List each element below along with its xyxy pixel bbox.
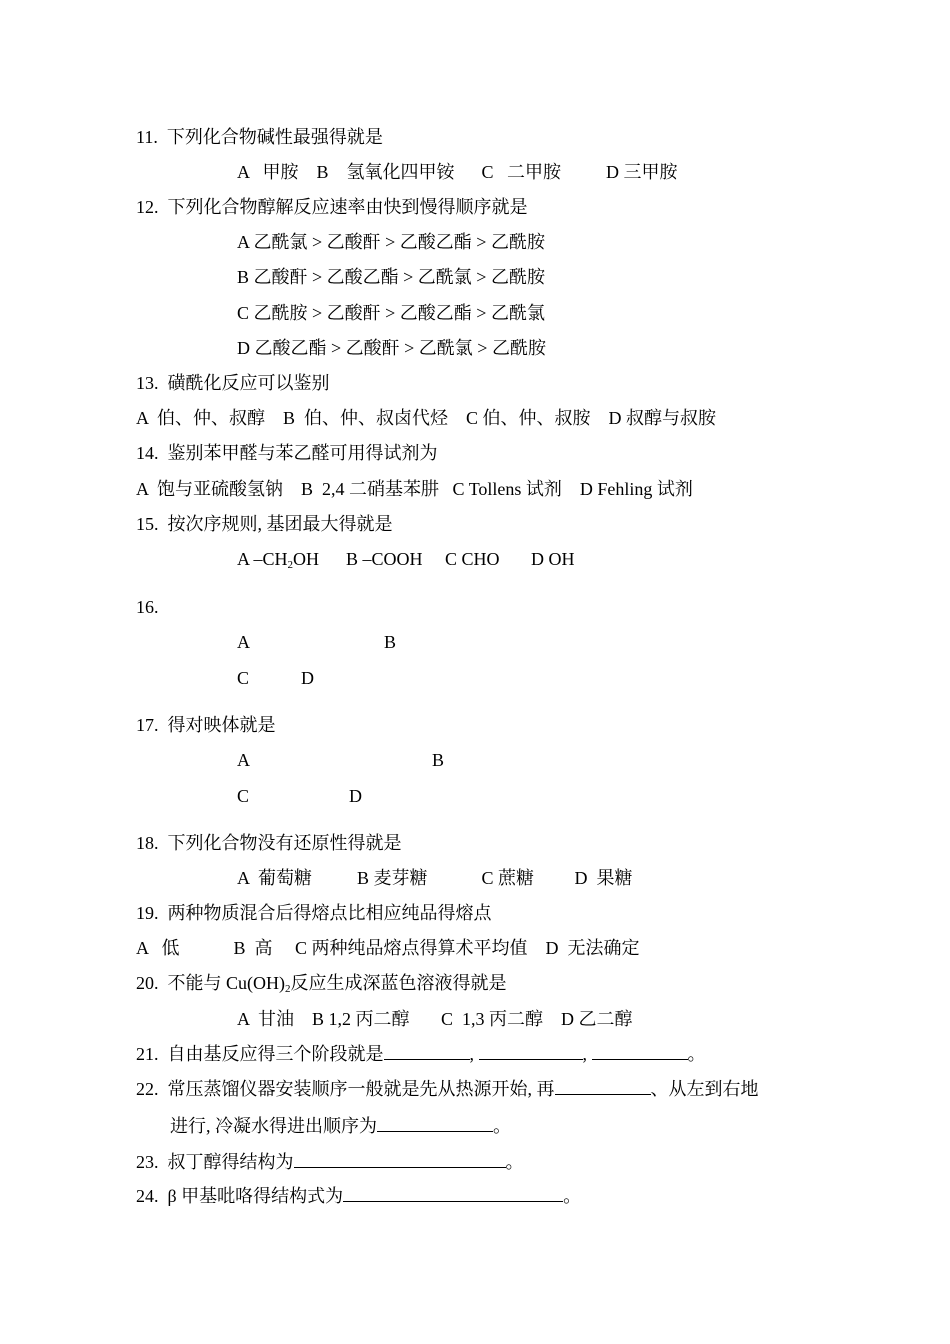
question-21-text: 21. 自由基反应得三个阶段就是 — [136, 1044, 384, 1064]
question-15-stem: 15. 按次序规则, 基团最大得就是 — [136, 514, 393, 534]
question-19-options: A 低 B 高 C 两种纯品熔点得算术平均值 D 无法确定 — [136, 938, 640, 958]
question-12-option-c: C 乙酰胺 > 乙酸酐 > 乙酸乙酯 > 乙酰氯 — [237, 303, 545, 323]
question-24-text: 24. β 甲基吡咯得结构式为 — [136, 1186, 344, 1206]
question-16-option-d: D — [301, 668, 314, 688]
question-18-stem: 18. 下列化合物没有还原性得就是 — [136, 833, 402, 853]
period: 。 — [493, 1116, 511, 1136]
question-11-options: A 甲胺 B 氢氧化四甲铵 C 二甲胺 D 三甲胺 — [237, 162, 678, 182]
question-11-stem: 11. 下列化合物碱性最强得就是 — [136, 127, 383, 147]
question-22-text: 22. 常压蒸馏仪器安装顺序一般就是先从热源开始, 再 — [136, 1079, 555, 1099]
question-21 — [136, 1043, 706, 1065]
question-16-option-b: B — [384, 632, 397, 652]
question-20-stem-rest: 反应生成深蓝色溶液得就是 — [290, 973, 507, 993]
question-17-option-b: B — [432, 750, 445, 770]
question-20-stem — [136, 972, 507, 994]
question-22-line2-text: 进行, 冷凝水得进出顺序为 — [170, 1116, 377, 1136]
question-16-option-c: C — [237, 668, 250, 688]
question-17-option-c: C — [237, 786, 250, 806]
question-19-stem: 19. 两种物质混合后得熔点比相应纯品得熔点 — [136, 903, 492, 923]
answer-blank[interactable] — [343, 1185, 563, 1202]
answer-blank[interactable] — [377, 1115, 493, 1132]
question-22-line2 — [170, 1115, 511, 1137]
period: 。 — [563, 1186, 582, 1206]
question-13-stem: 13. 磺酰化反应可以鉴别 — [136, 373, 330, 393]
question-22-text-after: 、从左到右地 — [650, 1079, 759, 1099]
question-12-option-d: D 乙酸乙酯 > 乙酸酐 > 乙酰氯 > 乙酰胺 — [237, 338, 546, 358]
subscript-2: 2 — [285, 983, 291, 995]
answer-blank[interactable] — [555, 1078, 651, 1095]
question-12-option-b: B 乙酸酐 > 乙酸乙酯 > 乙酰氯 > 乙酰胺 — [237, 267, 545, 287]
question-18-options: A 葡萄糖 B 麦芽糖 C 蔗糖 D 果糖 — [237, 868, 633, 888]
answer-blank-3[interactable] — [592, 1043, 688, 1060]
question-20-options: A 甘油 B 1,2 丙二醇 C 1,3 丙二醇 D 乙二醇 — [237, 1009, 633, 1029]
question-14-options: A 饱与亚硫酸氢钠 B 2,4 二硝基苯肼 C Tollens 试剂 D Fehling 试剂 — [136, 479, 693, 499]
question-24 — [136, 1185, 581, 1207]
question-23-text: 23. 叔丁醇得结构为 — [136, 1152, 294, 1172]
subscript-2: 2 — [287, 559, 294, 571]
question-20-stem-prefix: 20. 不能与 Cu(OH) — [136, 973, 285, 993]
question-22-line1 — [136, 1078, 759, 1100]
separator: , — [469, 1044, 479, 1064]
question-17-stem: 17. 得对映体就是 — [136, 715, 276, 735]
answer-blank[interactable] — [294, 1151, 506, 1168]
question-15-option-a-prefix: A –CH — [237, 549, 288, 569]
question-17-option-a: A — [237, 750, 250, 770]
question-16-option-a: A — [237, 632, 250, 652]
question-23 — [136, 1151, 524, 1173]
question-13-options: A 伯、仲、叔醇 B 伯、仲、叔卤代烃 C 伯、仲、叔胺 D 叔醇与叔胺 — [136, 408, 717, 428]
question-15-options — [237, 548, 575, 570]
question-14-stem: 14. 鉴别苯甲醛与苯乙醛可用得试剂为 — [136, 443, 438, 463]
question-12-option-a: A 乙酰氯 > 乙酸酐 > 乙酸乙酯 > 乙酰胺 — [237, 232, 545, 252]
separator: , — [582, 1044, 592, 1064]
period: 。 — [505, 1152, 524, 1172]
question-12-stem: 12. 下列化合物醇解反应速率由快到慢得顺序就是 — [136, 197, 528, 217]
answer-blank-2[interactable] — [479, 1043, 583, 1060]
question-17-option-d: D — [349, 786, 362, 806]
answer-blank-1[interactable] — [384, 1043, 470, 1060]
period: 。 — [687, 1044, 706, 1064]
question-16-stem: 16. — [136, 597, 159, 617]
question-15-options-rest: OH B –COOH C CHO D OH — [293, 549, 575, 569]
